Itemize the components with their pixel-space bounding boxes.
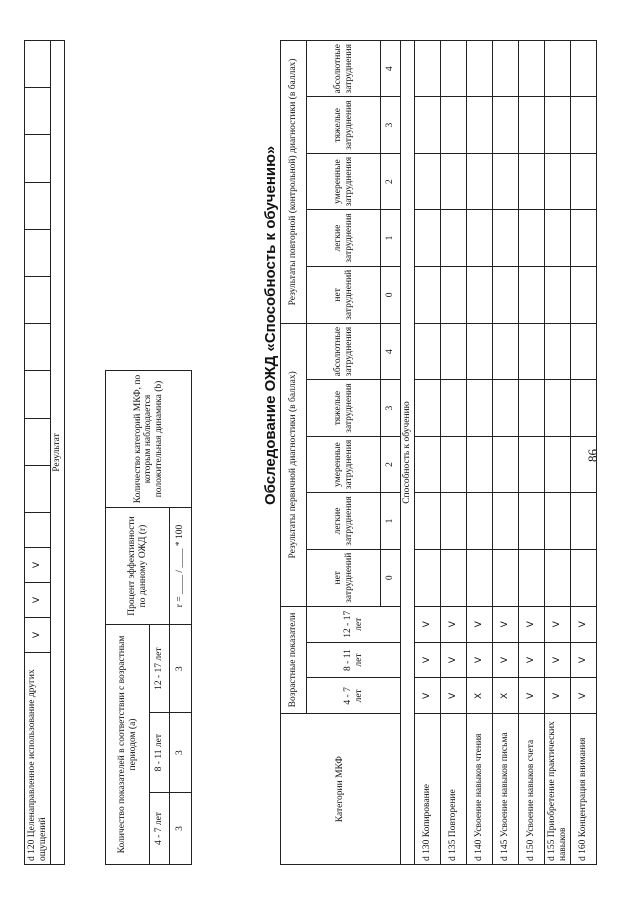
empty-cell xyxy=(571,210,597,266)
empty-cell xyxy=(25,41,51,88)
empty-cell xyxy=(415,41,441,97)
mark-cell: V xyxy=(441,606,467,642)
empty-cell xyxy=(441,323,467,379)
score-cell: 2 xyxy=(381,436,401,492)
empty-cell xyxy=(441,266,467,323)
empty-cell xyxy=(25,88,51,135)
mark-cell: V xyxy=(441,678,467,714)
empty-cell xyxy=(25,418,51,465)
level-cell: абсолютные затруднения xyxy=(307,323,381,379)
empty-cell xyxy=(415,323,441,379)
table-row xyxy=(401,41,415,865)
age-cell: 12 - 17 лет xyxy=(307,606,401,642)
empty-cell xyxy=(519,266,545,323)
empty-cell xyxy=(493,97,519,153)
level-cell: умеренные затруднения xyxy=(307,153,381,209)
table-row xyxy=(281,41,307,865)
empty-cell xyxy=(571,549,597,606)
table-row xyxy=(467,41,493,865)
empty-cell xyxy=(519,436,545,492)
empty-cell xyxy=(415,380,441,436)
repeat-header: Результаты повторной (контрольной) диагностики (в баллах) xyxy=(281,41,307,324)
empty-cell xyxy=(441,380,467,436)
score-cell: 2 xyxy=(381,153,401,209)
empty-cell xyxy=(467,436,493,492)
empty-cell xyxy=(25,229,51,276)
empty-cell xyxy=(519,380,545,436)
age-cell: 4 - 7 лет xyxy=(150,792,170,864)
empty-cell xyxy=(493,436,519,492)
empty-cell xyxy=(493,41,519,97)
row-label: d 130 Копирование xyxy=(415,714,441,865)
empty-cell xyxy=(25,465,51,512)
empty-cell xyxy=(519,41,545,97)
empty-cell xyxy=(545,266,571,323)
mark-cell: V xyxy=(571,642,597,678)
score-cell: 3 xyxy=(381,97,401,153)
mark-cell: V xyxy=(493,606,519,642)
row-label: d 140 Усвоение навыков чтения xyxy=(467,714,493,865)
empty-cell xyxy=(519,493,545,549)
empty-cell xyxy=(415,266,441,323)
level-cell: тяжелые затруднения xyxy=(307,380,381,436)
level-cell: абсолютные затруднения xyxy=(307,41,381,97)
empty-cell xyxy=(25,371,51,418)
mark-cell: V xyxy=(545,642,571,678)
empty-cell xyxy=(25,277,51,324)
empty-cell xyxy=(545,153,571,209)
mark-cell: V xyxy=(441,642,467,678)
empty-cell xyxy=(25,182,51,229)
empty-cell xyxy=(493,380,519,436)
mark-cell: V xyxy=(467,642,493,678)
mark-cell: V xyxy=(545,678,571,714)
primary-header: Результаты первичной диагностики (в баллах) xyxy=(281,323,307,606)
empty-cell xyxy=(441,436,467,492)
result-label: Результат xyxy=(51,41,65,865)
empty-cell xyxy=(467,266,493,323)
empty-cell xyxy=(467,380,493,436)
empty-cell xyxy=(519,153,545,209)
empty-cell xyxy=(415,493,441,549)
empty-cell xyxy=(545,493,571,549)
main-table xyxy=(280,40,597,865)
empty-cell xyxy=(25,513,51,548)
mark-cell: V xyxy=(519,678,545,714)
empty-cell xyxy=(467,323,493,379)
row-label: d 155 Приобретение практических навыков xyxy=(545,714,571,865)
empty-cell xyxy=(519,97,545,153)
mark-cell: V xyxy=(571,678,597,714)
mark-cell: V xyxy=(519,642,545,678)
empty-cell xyxy=(415,153,441,209)
row-label: d 135 Повторение xyxy=(441,714,467,865)
empty-cell xyxy=(545,549,571,606)
category-header: Категории МКФ xyxy=(281,714,401,865)
mark-cell: V xyxy=(415,678,441,714)
mark-cell: V xyxy=(415,606,441,642)
formula: r = ____ / ____ * 100 xyxy=(170,508,192,625)
empty-cell xyxy=(467,549,493,606)
mark-cell: V xyxy=(571,606,597,642)
table-row xyxy=(25,41,51,865)
score-cell: 4 xyxy=(381,41,401,97)
empty-cell xyxy=(545,436,571,492)
mark-cell: V xyxy=(519,606,545,642)
empty-cell xyxy=(441,153,467,209)
empty-cell xyxy=(493,210,519,266)
level-cell: легкие затруднения xyxy=(307,493,381,549)
mark-cell: V xyxy=(25,583,51,618)
empty-cell xyxy=(415,97,441,153)
empty-cell xyxy=(441,493,467,549)
mark-cell: V xyxy=(415,642,441,678)
empty-cell xyxy=(571,266,597,323)
level-cell: нет затруднений xyxy=(307,549,381,606)
empty-cell xyxy=(571,97,597,153)
empty-cell xyxy=(519,549,545,606)
empty-cell xyxy=(571,380,597,436)
empty-cell xyxy=(545,323,571,379)
empty-cell xyxy=(441,210,467,266)
score-cell: 3 xyxy=(381,380,401,436)
empty-cell xyxy=(441,97,467,153)
empty-cell xyxy=(493,153,519,209)
row-label: d 145 Усвоение навыков письма xyxy=(493,714,519,865)
mark-cell: X xyxy=(467,678,493,714)
score-cell: 0 xyxy=(381,549,401,606)
count-cell: 3 xyxy=(170,713,192,793)
score-cell: 4 xyxy=(381,323,401,379)
empty-cell xyxy=(571,41,597,97)
score-cell: 0 xyxy=(381,266,401,323)
table-row xyxy=(519,41,545,865)
empty-cell xyxy=(519,210,545,266)
top-table xyxy=(24,40,65,865)
count-header: Количество показателей в соответствии с возрастным периодом (а) xyxy=(106,625,150,865)
mark-cell: V xyxy=(25,618,51,653)
table-row xyxy=(51,41,65,865)
dynamics-header: Количество категорий МКФ, по которым наблюдается положительная динамика (b) xyxy=(106,371,192,508)
empty-cell xyxy=(571,493,597,549)
score-cell: 1 xyxy=(381,493,401,549)
row-label: d 160 Концентрация внимания xyxy=(571,714,597,865)
empty-cell xyxy=(415,549,441,606)
mark-cell: V xyxy=(25,548,51,583)
level-cell: тяжелые затруднения xyxy=(307,97,381,153)
empty-cell xyxy=(467,153,493,209)
empty-cell xyxy=(467,493,493,549)
age-cell: 12 - 17 лет xyxy=(150,625,170,713)
mark-cell: V xyxy=(467,606,493,642)
age-cell: 8 - 11 лет xyxy=(307,642,401,678)
level-cell: умеренные затруднения xyxy=(307,436,381,492)
empty-cell xyxy=(493,266,519,323)
empty-cell xyxy=(441,41,467,97)
empty-cell xyxy=(519,323,545,379)
count-cell: 3 xyxy=(170,625,192,713)
empty-cell xyxy=(415,436,441,492)
page-number: 86 xyxy=(585,449,600,462)
empty-cell xyxy=(25,135,51,182)
table-row xyxy=(571,41,597,865)
empty-cell xyxy=(571,153,597,209)
mark-cell: V xyxy=(493,642,519,678)
table-row xyxy=(545,41,571,865)
mark-cell: X xyxy=(493,678,519,714)
row-label: d 120 Целенаправленное использование других ощущений xyxy=(25,653,51,865)
empty-cell xyxy=(545,380,571,436)
table-row xyxy=(106,371,150,865)
empty-cell xyxy=(545,41,571,97)
empty-cell xyxy=(545,210,571,266)
empty-cell xyxy=(493,493,519,549)
table-row xyxy=(415,41,441,865)
empty-cell xyxy=(467,210,493,266)
percent-header: Процент эффективности по данному ОЖД (r) xyxy=(106,508,170,625)
section-title: Обследование ОЖД «Способность к обучению» xyxy=(262,145,279,505)
group-label: Способность к обучению xyxy=(401,41,415,865)
age-cell: 4 - 7 лет xyxy=(307,678,401,714)
level-cell: нет затруднений xyxy=(307,266,381,323)
score-cell: 1 xyxy=(381,210,401,266)
age-group-header: Возрастные показатели xyxy=(281,606,307,713)
table-row xyxy=(493,41,519,865)
empty-cell xyxy=(493,323,519,379)
empty-cell xyxy=(545,97,571,153)
age-cell: 8 - 11 лет xyxy=(150,713,170,793)
mark-cell: V xyxy=(545,606,571,642)
table-row xyxy=(441,41,467,865)
empty-cell xyxy=(467,97,493,153)
empty-cell xyxy=(415,210,441,266)
empty-cell xyxy=(25,324,51,371)
empty-cell xyxy=(467,41,493,97)
count-cell: 3 xyxy=(170,792,192,864)
empty-cell xyxy=(571,323,597,379)
row-label: d 150 Усвоение навыков счета xyxy=(519,714,545,865)
empty-cell xyxy=(441,549,467,606)
empty-cell xyxy=(493,549,519,606)
main-table-body xyxy=(415,41,597,865)
result-table xyxy=(105,370,192,865)
level-cell: легкие затруднения xyxy=(307,210,381,266)
empty-cell xyxy=(571,436,597,492)
